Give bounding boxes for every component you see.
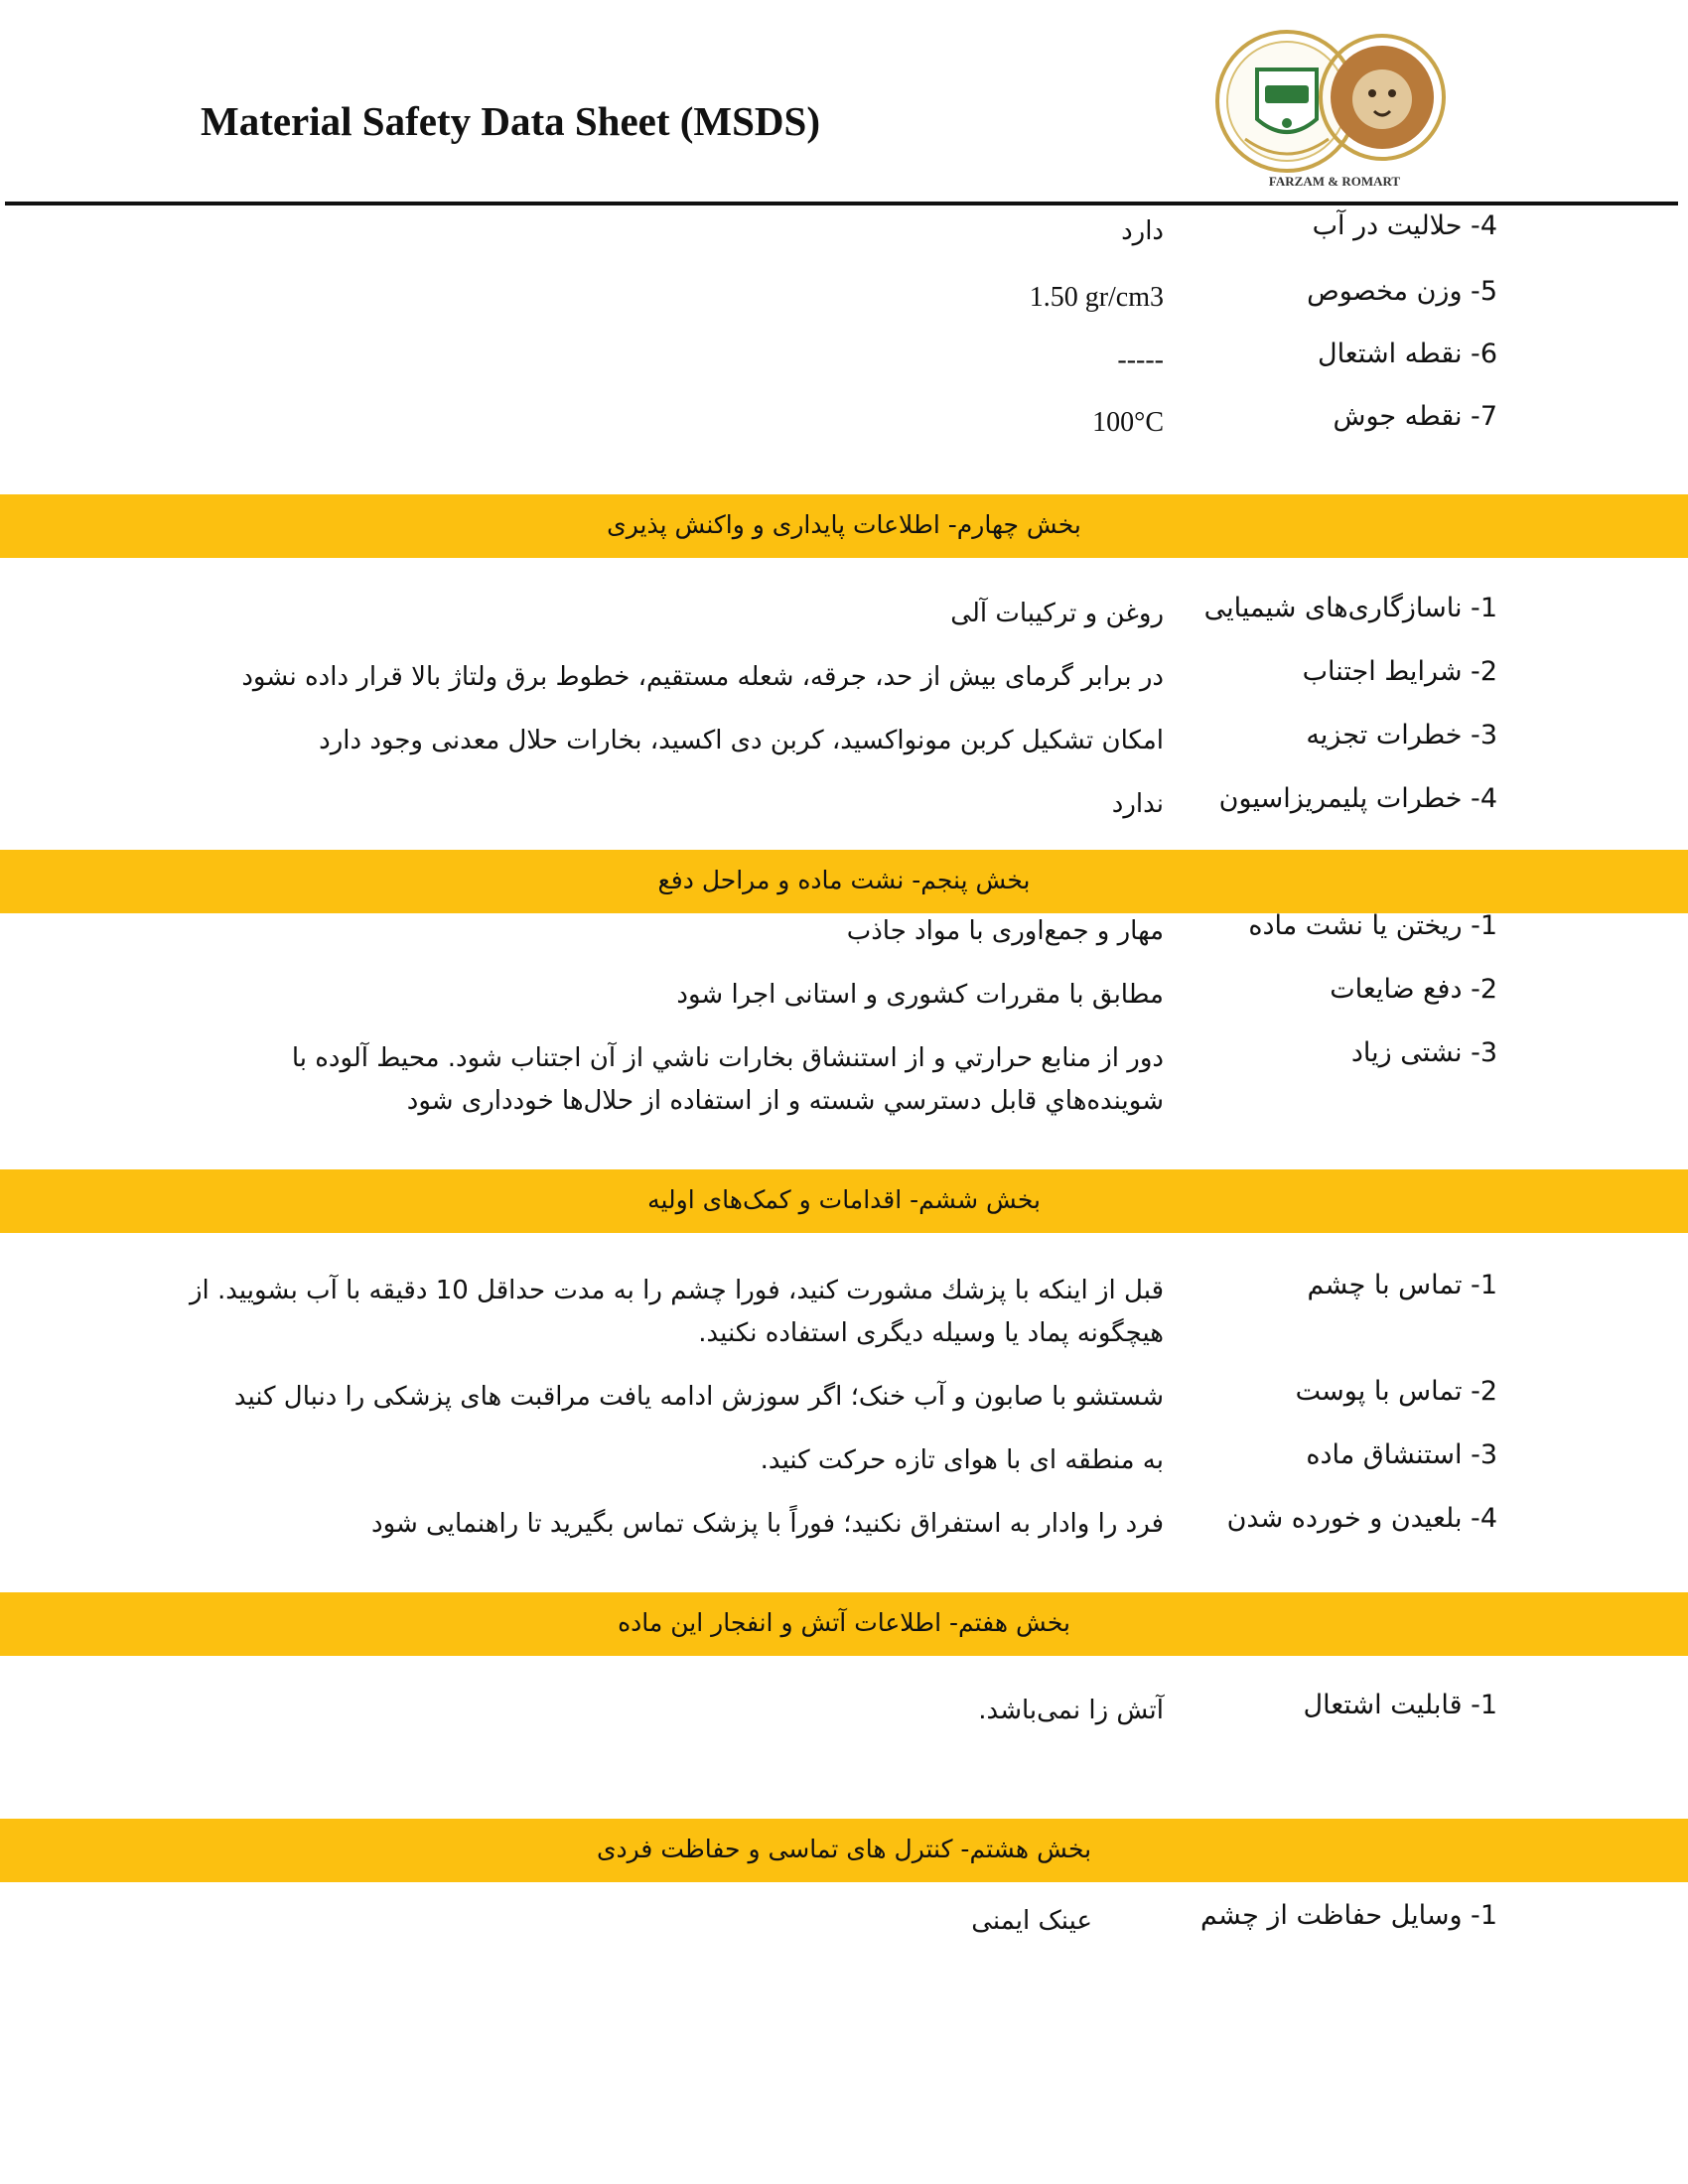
row-value: فرد را وادار به استفراق نکنید؛ فوراً با پزشک تماس بگیرید تا راهنمایی شود: [370, 1509, 1164, 1539]
row-label: 1- ریختن یا نشت ماده: [1248, 910, 1497, 941]
section-header: [0, 494, 1688, 558]
brand-name: FARZAM & ROMART: [1268, 174, 1401, 189]
row-value: به منطقه ای با هوای تازه حرکت کنید.: [760, 1445, 1164, 1475]
property-label: 5- وزن مخصوص: [1307, 276, 1497, 307]
property-value: 1.50 gr/cm3: [1029, 282, 1164, 313]
row-value: ندارد: [1111, 789, 1164, 819]
section-header: [0, 850, 1688, 913]
row-label: 3- نشتی زیاد: [1350, 1037, 1497, 1068]
page-title: Material Safety Data Sheet (MSDS): [201, 98, 820, 144]
row-value: امکان تشکیل کربن مونواکسید، کربن دی اکسید، بخارات حلال معدنی وجود دارد: [319, 726, 1164, 755]
row-label: 2- تماس با پوست: [1295, 1376, 1497, 1407]
property-value: 100°C: [1092, 407, 1164, 438]
property-label: 7- نقطه جوش: [1333, 401, 1497, 432]
property-value: -----: [1117, 344, 1164, 375]
row-value: در برابر گرمای بیش از حد، جرقه، شعله مستقیم، خطوط برق ولتاژ بالا قرار داده نشود: [241, 662, 1164, 692]
row-label: 1- قابلیت اشتعال: [1303, 1690, 1497, 1720]
row-value: روغن و ترکیبات آلی: [950, 599, 1164, 628]
row-label: 3- استنشاق ماده: [1306, 1439, 1497, 1470]
section-title: بخش هشتم- کنترل های تماسی و حفاظت فردی: [596, 1835, 1092, 1863]
row-label: 4- خطرات پلیمریزاسیون: [1218, 783, 1497, 814]
property-value: دارد: [1121, 216, 1164, 246]
row-label: 2- دفع ضایعات: [1330, 974, 1497, 1005]
section-title: بخش چهارم- اطلاعات پایداری و واکنش پذیری: [607, 510, 1081, 539]
section-title: بخش هفتم- اطلاعات آتش و انفجار این ماده: [618, 1608, 1070, 1637]
row-label: 2- شرایط اجتناب: [1302, 656, 1497, 687]
row-value: قبل از اینکه با پزشك مشورت کنید، فورا چشم را به مدت حداقل 10 دقیقه با آب بشویید. از هیچگونه پماد یا وسیله دیگری استفاده نکنید.: [189, 1276, 1164, 1348]
section-title: بخش ششم- اقدامات و کمک‌های اولیه: [647, 1185, 1041, 1214]
row-label: 1- ناسازگاری‌های شیمیایی: [1203, 593, 1497, 623]
row-label: 4- بلعیدن و خورده شدن: [1226, 1503, 1497, 1534]
property-label: 4- حلالیت در آب: [1312, 210, 1497, 241]
section-header: [0, 1592, 1688, 1656]
property-label: 6- نقطه اشتعال: [1317, 339, 1497, 369]
row-value: عینک ایمنی: [971, 1906, 1092, 1936]
row-label: 1- وسایل حفاظت از چشم: [1200, 1900, 1497, 1931]
section-title: بخش پنجم- نشت ماده و مراحل دفع: [657, 866, 1031, 894]
section-header: [0, 1169, 1688, 1233]
row-value: شستشو با صابون و آب خنک؛ اگر سوزش ادامه یافت مراقبت های پزشکی را دنبال کنید: [233, 1382, 1164, 1412]
section-header: [0, 1819, 1688, 1882]
row-value: مهار و جمع‌اوری با مواد جاذب: [846, 916, 1164, 946]
row-value: دور از منابع حرارتي و از استنشاق بخارات ناشي از آن اجتناب شود. محيط آلوده با شوينده‌هاي قابل دسترسي شسته و از استفاده از حلال‌ها خودداری شود: [291, 1043, 1164, 1116]
row-label: 1- تماس با چشم: [1307, 1270, 1497, 1300]
row-value: مطابق با مقررات کشوری و استانی اجرا شود: [676, 980, 1164, 1010]
row-label: 3- خطرات تجزیه: [1306, 720, 1497, 751]
company-logo: [1205, 20, 1464, 194]
header-rule: [5, 202, 1678, 205]
row-value: آتش زا نمی‌باشد.: [978, 1696, 1164, 1725]
